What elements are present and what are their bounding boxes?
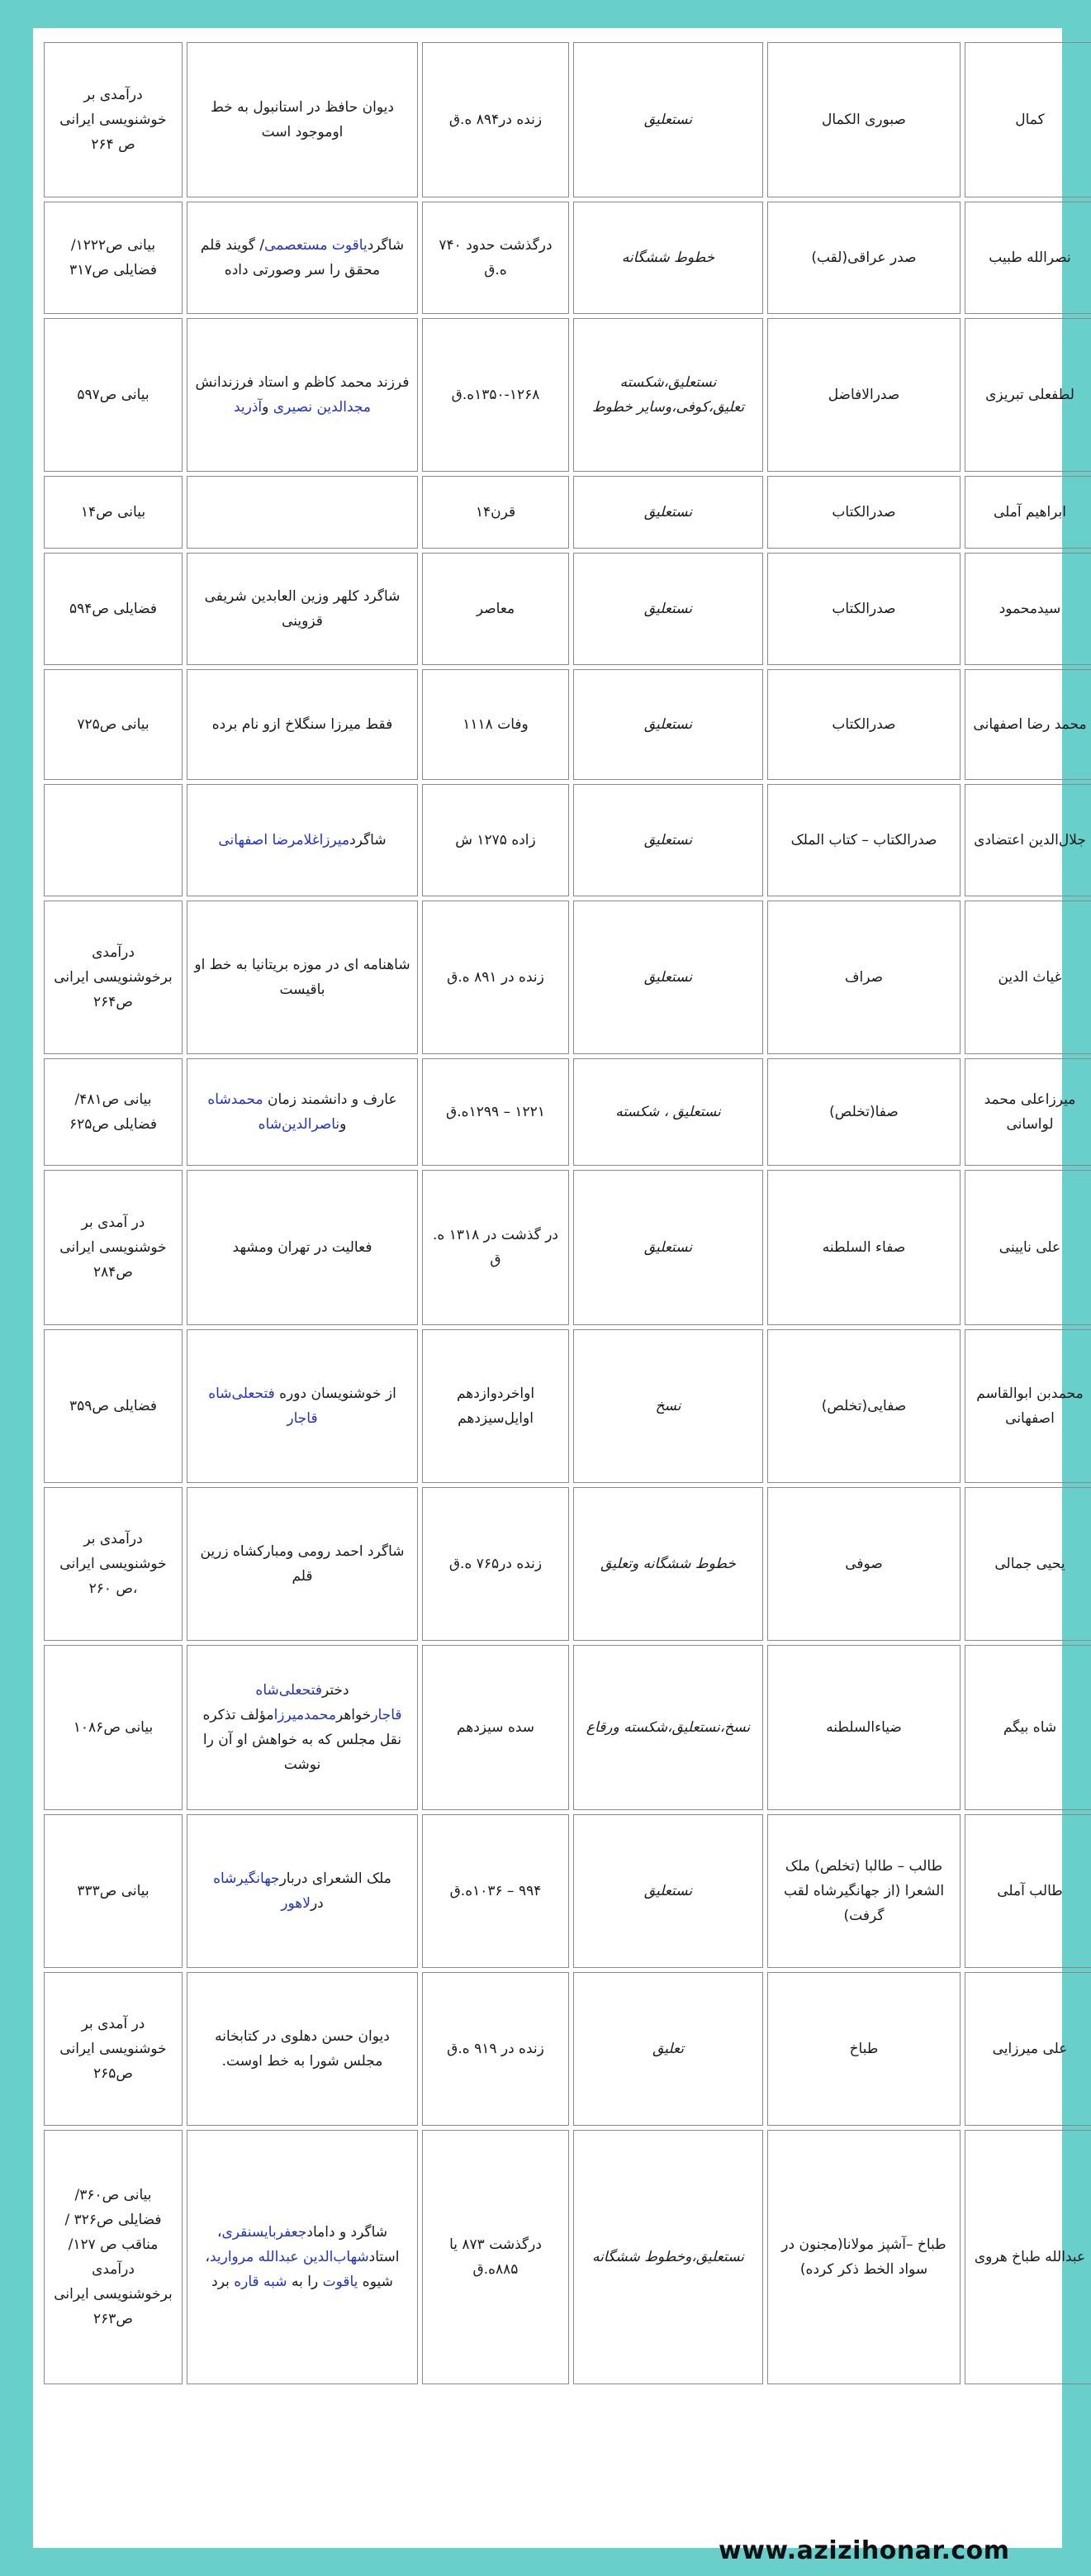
source-cell: در آمدی بر خوشنویسی ایرانی ص۲۶۵: [44, 1972, 183, 2126]
source-cell: درآمدی برخوشنویسی ایرانی ص۲۶۴: [44, 901, 183, 1054]
title-cell: صدرالکتاب: [767, 669, 961, 780]
date-cell: زنده در ۹۱۹ ه.ق: [422, 1972, 569, 2126]
description-cell: [187, 1329, 418, 1483]
table-row: [44, 553, 1091, 665]
script-style-cell: نستعلیق: [573, 476, 763, 549]
description-text: در: [310, 1895, 324, 1912]
description-text: عارف و دانشمند زمان: [263, 1091, 397, 1108]
table-row: [44, 1170, 1091, 1325]
title-cell: طالب – طالبا (تخلص) ملک الشعرا (از جهانگیرشاه لقب گرفت): [767, 1814, 961, 1968]
title-cell: صفا(تخلص): [767, 1058, 961, 1166]
source-cell: بیانی ص۱۰۸۶: [44, 1645, 183, 1810]
source-cell: فضایلی ص۵۹۴: [44, 553, 183, 665]
calligrapher-name[interactable]: ابراهیم آملی: [965, 476, 1091, 549]
description-cell: [187, 784, 418, 896]
script-style-cell: نسخ،نستعلیق،شکسته ورقاع: [573, 1645, 763, 1810]
calligrapher-name[interactable]: یحیی جمالی: [965, 1487, 1091, 1641]
date-cell: وفات ۱۱۱۸: [422, 669, 569, 780]
script-style-cell: خطوط ششگانه وتعلیق: [573, 1487, 763, 1641]
date-cell: زنده در ۸۹۱ ه.ق: [422, 901, 569, 1054]
calligrapher-name[interactable]: عبدالله طباخ هروی: [965, 2130, 1091, 2384]
table-row: [44, 1814, 1091, 1968]
source-cell: بیانی ص۱۲۲۲/ فضایلی ص۳۱۷: [44, 202, 183, 314]
description-link[interactable]: جهانگیرشاه: [213, 1870, 280, 1887]
date-cell: سده سیزدهم: [422, 1645, 569, 1810]
calligrapher-name[interactable]: علی میرزایی: [965, 1972, 1091, 2126]
description-cell: دیوان حسن دهلوی در کتابخانه مجلس شورا به خط اوست.: [187, 1972, 418, 2126]
source-cell: بیانی ص۳۳۳: [44, 1814, 183, 1968]
script-style-cell: نستعلیق،شکسته تعلیق،کوفی،وسایر خطوط: [573, 318, 763, 472]
date-cell: ۱۳۵۰-۱۲۶۸ه.ق: [422, 318, 569, 472]
description-link[interactable]: محمدشاه: [207, 1091, 263, 1108]
calligraphers-table: [40, 38, 1091, 2388]
calligrapher-name[interactable]: طالب آملی: [965, 1814, 1091, 1968]
table-row: [44, 1972, 1091, 2126]
table-row: [44, 1058, 1091, 1166]
description-text: و: [339, 1116, 347, 1133]
source-cell: بیانی ص۴۸۱/ فضایلی ص۶۲۵: [44, 1058, 183, 1166]
calligrapher-name[interactable]: جلال‌الدین اعتضادی: [965, 784, 1091, 896]
source-cell: درآمدی بر خوشنویسی ایرانی ،ص ۲۶۰: [44, 1487, 183, 1641]
description-cell: [187, 202, 418, 314]
script-style-cell: نستعلیق: [573, 42, 763, 197]
description-link[interactable]: میرزاغلامرضا اصفهانی: [218, 832, 350, 848]
calligrapher-name: علی نایینی: [965, 1170, 1091, 1325]
source-cell: بیانی ص۱۴: [44, 476, 183, 549]
title-cell: صدرالکتاب – کتاب الملک: [767, 784, 961, 896]
description-link[interactable]: یاقوت مستعصمی: [264, 237, 368, 254]
date-cell: معاصر: [422, 553, 569, 665]
description-text: و: [262, 399, 273, 416]
script-style-cell: نستعلیق: [573, 901, 763, 1054]
calligrapher-name[interactable]: شاه بیگم: [965, 1645, 1091, 1810]
script-style-cell: نستعلیق،وخطوط ششگانه: [573, 2130, 763, 2384]
source-cell: بیانی ص۷۲۵: [44, 669, 183, 780]
calligrapher-name[interactable]: کمال: [965, 42, 1091, 197]
table-row: [44, 2130, 1091, 2384]
date-cell: زنده در۸۹۴ ه.ق: [422, 42, 569, 197]
description-link[interactable]: جعفربایسنقری: [221, 2224, 307, 2241]
script-style-cell: نستعلیق: [573, 1814, 763, 1968]
title-cell: طباخ: [767, 1972, 961, 2126]
description-text: شاگرد: [349, 832, 387, 848]
table-row: [44, 202, 1091, 314]
description-text: ملک الشعرای دربار: [279, 1870, 391, 1887]
table-row: [44, 784, 1091, 896]
description-text: ، استاد: [216, 2224, 400, 2265]
description-text: خواهر: [335, 1707, 372, 1723]
table-row: [44, 669, 1091, 780]
title-cell: طباخ –آشپز مولانا(مجنون در سواد الخط ذکر کرده): [767, 2130, 961, 2384]
date-cell: درگذشت ۸۷۳ یا ۸۸۵ه.ق: [422, 2130, 569, 2384]
description-text: شاگرد: [367, 237, 405, 254]
script-style-cell: نستعلیق: [573, 553, 763, 665]
date-cell: اواخردوازدهم اوایل‌سیزدهم: [422, 1329, 569, 1483]
description-text: از خوشنویسان دوره: [274, 1385, 396, 1402]
description-cell: شاگرد احمد رومی ومبارکشاه زرین قلم: [187, 1487, 418, 1641]
description-cell: [187, 1058, 418, 1166]
source-cell: فضایلی ص۳۵۹: [44, 1329, 183, 1483]
document-sheet: [33, 28, 1087, 2565]
description-text: برد: [211, 2274, 235, 2290]
description-text: شاگرد و داماد: [306, 2224, 388, 2241]
description-link[interactable]: مجدالدین نصیری: [273, 399, 371, 416]
description-text: ، شیوه: [205, 2249, 393, 2290]
script-style-cell: نستعلیق: [573, 669, 763, 780]
description-link[interactable]: فتحعلی‌شاه قاجار: [208, 1385, 318, 1427]
description-cell: شاگرد کلهر وزین العابدین شریفی قزوینی: [187, 553, 418, 665]
date-cell: زاده ۱۲۷۵ ش: [422, 784, 569, 896]
script-style-cell: نستعلیق: [573, 1170, 763, 1325]
calligrapher-name[interactable]: سیدمحمود: [965, 553, 1091, 665]
description-link[interactable]: محمدمیرزا: [273, 1707, 336, 1723]
title-cell: ضیاءالسلطنه: [767, 1645, 961, 1810]
description-text: دختر: [321, 1682, 349, 1699]
description-link[interactable]: فتحعلی‌شاه قاجار: [255, 1682, 402, 1723]
description-link[interactable]: شبه قاره: [234, 2274, 287, 2290]
description-cell: شاهنامه ای در موزه بریتانیا به خط او باقیست: [187, 901, 418, 1054]
title-cell: صفاء السلطنه: [767, 1170, 961, 1325]
calligrapher-name[interactable]: محمدبن ابوالقاسم اصفهانی: [965, 1329, 1091, 1483]
description-text: را به: [287, 2274, 323, 2290]
description-link[interactable]: آذرید: [234, 399, 263, 416]
description-text: فرزند محمد کاظم و استاد فرزندانش: [195, 374, 410, 391]
source-cell: بیانی ص۵۹۷: [44, 318, 183, 472]
script-style-cell: نستعلیق: [573, 784, 763, 896]
description-cell: [187, 2130, 418, 2384]
date-cell: قرن۱۴: [422, 476, 569, 549]
calligrapher-name[interactable]: غیاث الدین: [965, 901, 1091, 1054]
source-cell: در آمدی بر خوشنویسی ایرانی ص۲۸۴: [44, 1170, 183, 1325]
title-cell: صدرالکتاب: [767, 476, 961, 549]
calligrapher-name[interactable]: لطفعلی تبریزی: [965, 318, 1091, 472]
title-cell: صوفی: [767, 1487, 961, 1641]
description-cell: فقط میرزا سنگلاخ ازو نام برده: [187, 669, 418, 780]
source-cell: درآمدی بر خوشنویسی ایرانی ص ۲۶۴: [44, 42, 183, 197]
title-cell: صدر عراقی(لقب): [767, 202, 961, 314]
title-cell: صبوری الکمال: [767, 42, 961, 197]
script-style-cell: خطوط ششگانه: [573, 202, 763, 314]
calligrapher-name[interactable]: محمد رضا اصفهانی: [965, 669, 1091, 780]
table-row: [44, 901, 1091, 1054]
table-row: [44, 1487, 1091, 1641]
table-row: [44, 476, 1091, 549]
title-cell: صدرالکتاب: [767, 553, 961, 665]
description-text: / گویند قلم محقق را سر وصورتی داده: [200, 237, 381, 278]
script-style-cell: نستعلیق ، شکسته: [573, 1058, 763, 1166]
description-link[interactable]: لاهور: [281, 1895, 311, 1912]
table-row: [44, 318, 1091, 472]
table-row: [44, 1645, 1091, 1810]
date-cell: ۹۹۴ – ۱۰۳۶ه.ق: [422, 1814, 569, 1968]
script-style-cell: تعلیق: [573, 1972, 763, 2126]
title-cell: صفایی(تخلص): [767, 1329, 961, 1483]
script-style-cell: نسخ: [573, 1329, 763, 1483]
description-link[interactable]: شهاب‌الدین عبدالله مروارید: [209, 2249, 369, 2265]
date-cell: ۱۲۲۱ – ۱۲۹۹ه.ق: [422, 1058, 569, 1166]
source-cell: [44, 784, 183, 896]
table-row: [44, 1329, 1091, 1483]
description-link[interactable]: ناصرالدین‌شاه: [258, 1116, 340, 1133]
description-cell: [187, 1645, 418, 1810]
date-cell: درگذشت حدود ۷۴۰ ه.ق: [422, 202, 569, 314]
table-body: [44, 42, 1091, 2384]
title-cell: صدرالافاضل: [767, 318, 961, 472]
description-cell: فعالیت در تهران ومشهد: [187, 1170, 418, 1325]
description-cell: دیوان حافظ در استانبول به خط اوموجود است: [187, 42, 418, 197]
date-cell: در گذشت در ۱۳۱۸ ه. ق: [422, 1170, 569, 1325]
table-row: [44, 42, 1091, 197]
calligrapher-name[interactable]: میرزاعلی محمد لواسانی: [965, 1058, 1091, 1166]
description-text: مؤلف تذکره نقل مجلس که به خواهش او آن را نوشت: [202, 1707, 402, 1773]
description-cell: [187, 1814, 418, 1968]
title-cell: صراف: [767, 901, 961, 1054]
description-cell: [187, 476, 418, 549]
calligrapher-name[interactable]: نصرالله طبیب: [965, 202, 1091, 314]
source-cell: بیانی ص۳۶۰/ فضایلی ص۳۲۶ /مناقب ص ۱۲۷/ درآمدی برخوشنویسی ایرانی ص۲۶۳: [44, 2130, 183, 2384]
top-strip: [33, 28, 1062, 38]
date-cell: زنده در۷۶۵ ه.ق: [422, 1487, 569, 1641]
description-cell: [187, 318, 418, 472]
footer-url[interactable]: www.azizihonar.com: [719, 2536, 1010, 2565]
description-link[interactable]: یاقوت: [322, 2274, 358, 2290]
